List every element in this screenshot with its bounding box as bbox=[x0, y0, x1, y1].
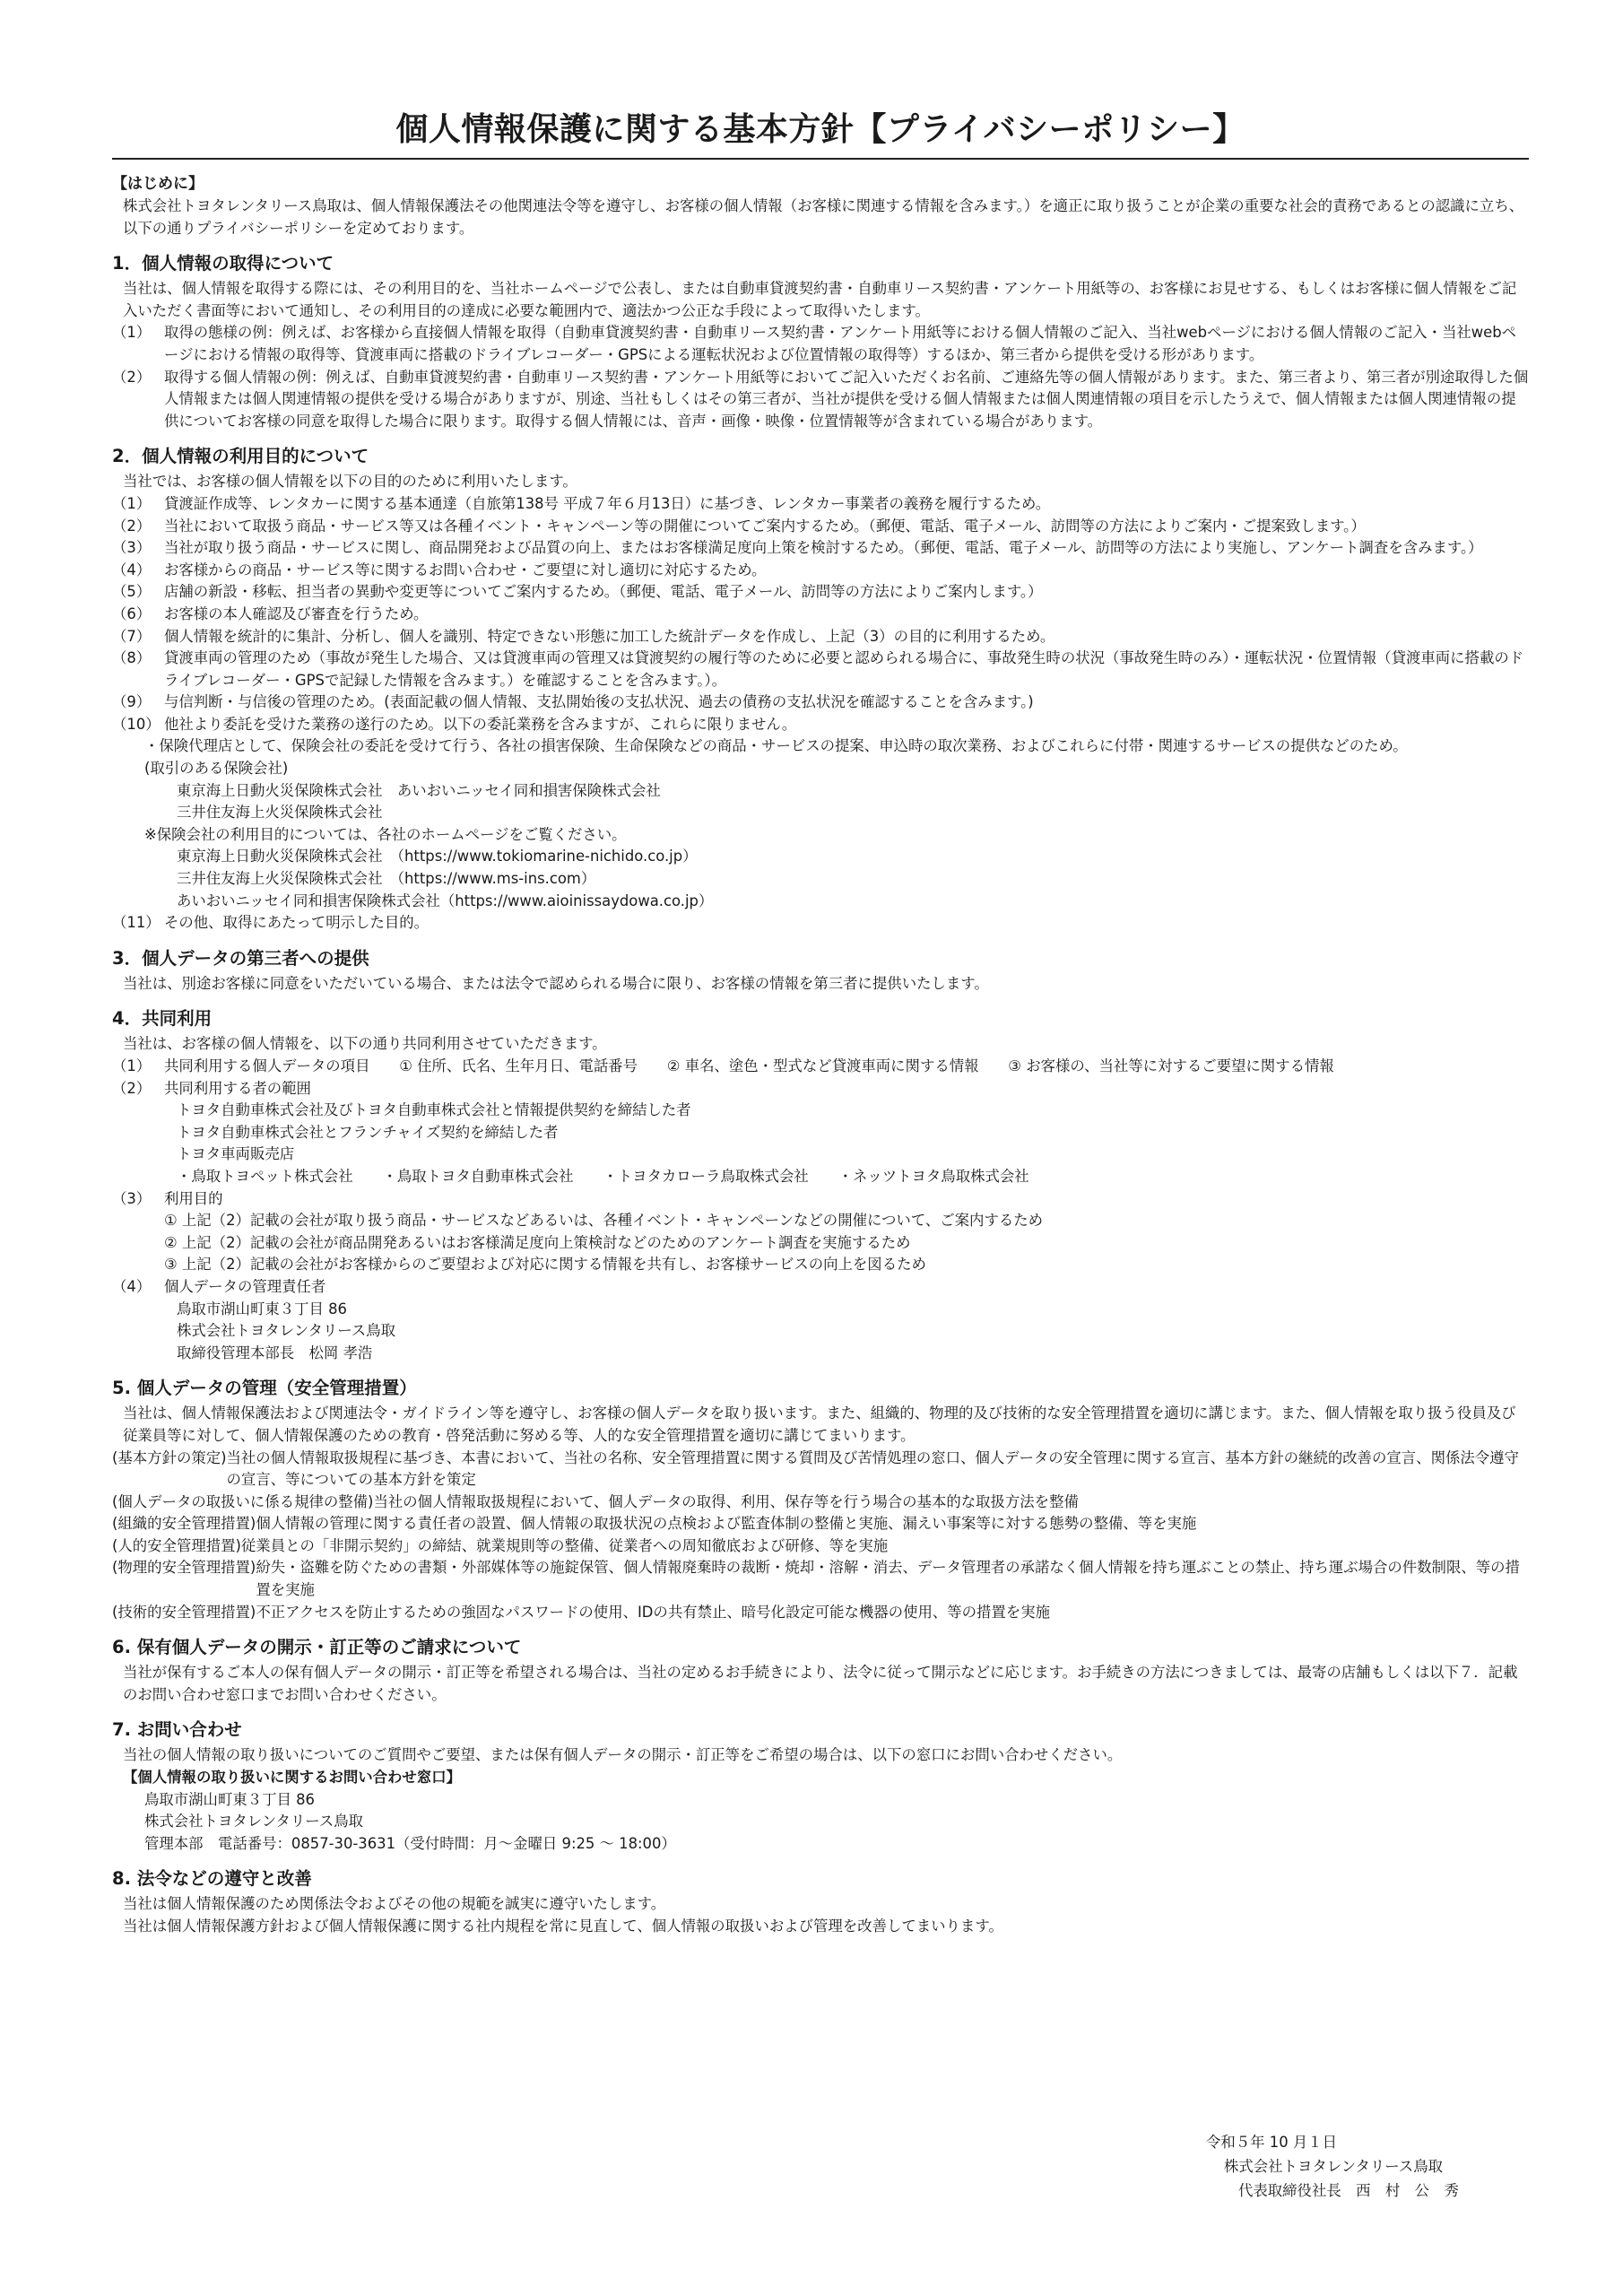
insurance-url: 東京海上日動火災保険株式会社 （https://www.tokiomarine-nichido.co.jp） bbox=[177, 848, 698, 865]
contact-line: 管理本部 電話番号：0857-30-3631（受付時間：月～金曜日 9:25 ～ 18:00） bbox=[144, 1834, 676, 1852]
section-2-body: 当社では、お客様の個人情報を以下の目的のために利用いたします。 bbox=[123, 473, 577, 491]
purpose-line: ① 上記（2）記載の会社が取り扱う商品・サービスなどあるいは、各種イベント・キャンペーンなどの開催について、ご案内するため bbox=[164, 1212, 1044, 1230]
item-label: (物理的安全管理措置) bbox=[112, 1559, 256, 1577]
list-item bbox=[112, 560, 1529, 582]
contact-line: 鳥取市湖山町東３丁目 86 bbox=[144, 1790, 315, 1808]
joint-user-line: ・鳥取トヨペット株式会社 ・鳥取トヨタ自動車株式会社 ・トヨタカローラ鳥取株式会社 ・ネッツトヨタ鳥取株式会社 bbox=[177, 1167, 1029, 1185]
insurance-url: あいおいニッセイ同和損害保険株式会社（https://www.aioinissaydowa.co.jp） bbox=[177, 891, 714, 909]
section-6-heading: 6. 保有個人データの開示・訂正等のご請求について bbox=[112, 1637, 522, 1658]
list-item bbox=[112, 1276, 1529, 1299]
list-item bbox=[112, 1602, 1529, 1624]
section-8-line: 当社は個人情報保護のため関係法令およびその他の規範を誠実に遵守いたします。 bbox=[123, 1895, 666, 1913]
item-label: (個人データの取扱いに係る規律の整備) bbox=[112, 1492, 374, 1510]
item-label: （3） bbox=[112, 539, 152, 557]
section-4-heading: 4．共同利用 bbox=[112, 1008, 213, 1030]
item-label: （7） bbox=[112, 627, 152, 645]
item-label: （4） bbox=[112, 561, 152, 578]
signature-block bbox=[1206, 2130, 1529, 2203]
section-3-body: 当社は、別途お客様に同意をいただいている場合、または法令で認められる場合に限り、お客様の情報を第三者に提供いたします。 bbox=[123, 974, 989, 992]
list-item bbox=[112, 493, 1529, 516]
item-label: (基本方針の策定) bbox=[112, 1448, 227, 1466]
item-text: その他、取得にあたって明示した目的。 bbox=[164, 914, 430, 932]
list-item bbox=[112, 604, 1529, 626]
insurance-block bbox=[112, 735, 1529, 912]
item-label: （3） bbox=[112, 1189, 152, 1207]
item-label: (人的安全管理措置) bbox=[112, 1536, 241, 1554]
contact-line: 株式会社トヨタレンタリース鳥取 bbox=[144, 1813, 363, 1831]
insurance-company: 東京海上日動火災保険株式会社 あいおいニッセイ同和損害保険株式会社 bbox=[177, 781, 661, 799]
item-label: （2） bbox=[112, 368, 152, 386]
item-label: （5） bbox=[112, 583, 152, 601]
item-text: お客様の本人確認及び審査を行うため。 bbox=[164, 604, 429, 622]
section-6-body: 当社が保有するご本人の保有個人データの開示・訂正等を希望される場合は、当社の定めるお手続きにより、法令に従って開示などに応じます。お手続きの方法につきましては、最寄の店舗もしくは以下７．記載のお問い合わせ窓口までお問い合わせください。 bbox=[123, 1664, 1518, 1703]
item-text: 貸渡車両の管理のため（事故が発生した場合、又は貸渡車両の管理又は貸渡契約の履行等のために必要と認められる場合に、事故発生時の状況（事故発生時のみ）・運転状況・位置情報（貸渡車両に搭載のドライブレコーダー・GPSで記録した情報を含みます。）を確認することを含みます。）。 bbox=[164, 649, 1524, 689]
signature-company: 株式会社トヨタレンタリース鳥取 bbox=[1224, 2158, 1443, 2175]
section-5-body: 当社は、個人情報保護法および関連法令・ガイドライン等を遵守し、お客様の個人データを取り扱います。また、組織的、物理的及び技術的な安全管理措置を適切に講じます。また、個人情報を取り扱う役員及び従業員等に対して、個人情報保護のための教育・啓発活動に努める等、人的な安全管理措置を適切に講じてまいります。 bbox=[123, 1405, 1516, 1444]
item-text: 不正アクセスを防止するための強固なパスワードの使用、IDの共有禁止、暗号化設定可能な機器の使用、等の措置を実施 bbox=[256, 1603, 1050, 1621]
section-8 bbox=[112, 1866, 1529, 1937]
item-text: 当社において取扱う商品・サービス等又は各種イベント・キャンペーン等の開催についてご案内するため。（郵便、電話、電子メール、訪問等の方法によりご案内・ご提案致します。） bbox=[164, 517, 1366, 535]
section-2 bbox=[112, 443, 1529, 934]
list-item bbox=[112, 714, 1529, 736]
section-8-heading: 8. 法令などの遵守と改善 bbox=[112, 1868, 312, 1890]
item-text: 従業員との「非開示契約」の締結、就業規則等の整備、従業者への周知徹底および研修、等を実施 bbox=[240, 1536, 889, 1554]
section-2-heading: 2．個人情報の利用目的について bbox=[112, 446, 369, 467]
signature-representative: 代表取締役社長 西 村 公 秀 bbox=[1238, 2182, 1459, 2199]
list-item bbox=[112, 1513, 1529, 1535]
section-4-body: 当社は、お客様の個人情報を、以下の通り共同利用させていただきます。 bbox=[123, 1035, 607, 1053]
section-7-body: 当社の個人情報の取り扱いについてのご質問やご要望、または保有個人データの開示・訂正等をご希望の場合は、以下の窓口にお問い合わせください。 bbox=[123, 1746, 1123, 1764]
item-text: 与信判断・与信後の管理のため。(表面記載の個人情報、支払開始後の支払状況、過去の債務の支払状況を確認することを含みます。) bbox=[164, 693, 1034, 711]
item-text: 取得の態様の例：例えば、お客様から直接個人情報を取得（自動車貸渡契約書・自動車リース契約書・アンケート用紙等における個人情報のご記入、当社webページにおける個人情報のご記入・当社webページにおける情報の取得等、貸渡車両に搭載のドライブレコーダー・GPSによる運転状況および位置情報の取得等）するほか、第三者から提供を受ける形があります。 bbox=[164, 324, 1517, 363]
list-item bbox=[112, 1056, 1529, 1078]
intro-body: 株式会社トヨタレンタリース鳥取は、個人情報保護法その他関連法令等を遵守し、お客様の個人情報（お客様に関連する情報を含みます。）を適正に取り扱うことが企業の重要な社会的責務であるとの認識に立ち、以下の通りプライバシーポリシーを定めております。 bbox=[123, 197, 1524, 237]
title-divider bbox=[112, 158, 1529, 160]
item-text: 店舗の新設・移転、担当者の異動や変更等についてご案内するため。（郵便、電話、電子メール、訪問等の方法によりご案内します。） bbox=[164, 583, 1043, 601]
manager-line: 株式会社トヨタレンタリース鳥取 bbox=[177, 1322, 395, 1340]
list-item bbox=[112, 1188, 1529, 1211]
item-label: （10） bbox=[112, 715, 161, 733]
list-item bbox=[112, 537, 1529, 560]
item-label: （8） bbox=[112, 649, 152, 667]
list-item bbox=[112, 1078, 1529, 1100]
section-1 bbox=[112, 250, 1529, 432]
item-label: （1） bbox=[112, 324, 152, 342]
item-label: (技術的安全管理措置) bbox=[112, 1603, 256, 1621]
joint-user-line: トヨタ自動車株式会社とフランチャイズ契約を締結した者 bbox=[177, 1123, 559, 1141]
section-8-line: 当社は個人情報保護方針および個人情報保護に関する社内規程を常に見直して、個人情報の取扱いおよび管理を改善してまいります。 bbox=[123, 1918, 1003, 1935]
list-item bbox=[112, 1448, 1529, 1492]
contact-window-heading: 【個人情報の取り扱いに関するお問い合わせ窓口】 bbox=[123, 1769, 461, 1787]
list-item bbox=[112, 648, 1529, 691]
item-text: 利用目的 bbox=[164, 1189, 223, 1207]
item-text: 貸渡証作成等、レンタカーに関する基本通達（自旅第138号 平成７年６月13日）に基づき、レンタカー事業者の義務を履行するため。 bbox=[164, 494, 1051, 512]
list-item bbox=[112, 581, 1529, 604]
section-1-heading: 1．個人情報の取得について bbox=[112, 253, 334, 274]
item-label: （11） bbox=[112, 914, 161, 932]
item-text: 個人情報の管理に関する責任者の設置、個人情報の取扱状況の点検および監査体制の整備と実施、漏えい事案等に対する態勢の整備、等を実施 bbox=[256, 1515, 1197, 1533]
section-5-heading: 5. 個人データの管理（安全管理措置） bbox=[112, 1378, 417, 1399]
list-item bbox=[112, 322, 1529, 366]
section-5 bbox=[112, 1375, 1529, 1623]
section-1-body: 当社は、個人情報を取得する際には、その利用目的を、当社ホームページで公表し、または自動車貸渡契約書・自動車リース契約書・アンケート用紙等の、お客様にお見せする、もしくはお客様に個人情報をご記入いただく書面等において通知し、その利用目的の達成に必要な範囲内で、適法かつ公正な手段によって取得いたします。 bbox=[123, 280, 1517, 319]
item-label: （4） bbox=[112, 1277, 152, 1295]
item-text: 紛失・盗難を防ぐための書類・外部媒体等の施錠保管、個人情報廃棄時の裁断・焼却・溶解・消去、データ管理者の承諾なく個人情報を持ち運ぶことの禁止、持ち運ぶ場合の件数制限、等の措置を実施 bbox=[256, 1559, 1520, 1599]
page-title: 個人情報保護に関する基本方針【プライバシーポリシー】 bbox=[395, 111, 1245, 148]
item-text: 当社の個人情報取扱規程において、個人データの取得、利用、保存等を行う場合の基本的な取扱方法を整備 bbox=[373, 1492, 1079, 1510]
item-text: 共同利用する個人データの項目 ① 住所、氏名、生年月日、電話番号 ② 車名、塗色・型式など貸渡車両に関する情報 ③ お客様の、当社等に対するご要望に関する情報 bbox=[164, 1057, 1334, 1074]
item-label: (組織的安全管理措置) bbox=[112, 1515, 256, 1533]
item-text: 当社の個人情報取扱規程に基づき、本書において、当社の名称、安全管理措置に関する質問及び苦情処理の窓口、個人データの安全管理に関する宣言、基本方針の継続的改善の宣言、関係法令遵守の宣言、等についての基本方針を策定 bbox=[226, 1448, 1519, 1489]
joint-user-line: トヨタ自動車株式会社及びトヨタ自動車株式会社と情報提供契約を締結した者 bbox=[177, 1101, 691, 1119]
list-item bbox=[112, 516, 1529, 538]
item-text: 個人情報を統計的に集計、分析し、個人を識別、特定できない形態に加工した統計データを作成し、上記（3）の目的に利用するため。 bbox=[164, 627, 1055, 645]
list-item bbox=[112, 1557, 1529, 1601]
item-label: （2） bbox=[112, 1079, 152, 1097]
item-text: 個人データの管理責任者 bbox=[164, 1277, 326, 1295]
manager-line: 鳥取市湖山町東３丁目 86 bbox=[177, 1300, 347, 1318]
insurance-line: ・保険代理店として、保険会社の委託を受けて行う、各社の損害保険、生命保険などの商品・サービスの提案、申込時の取次業務、およびこれらに付帯・関連するサービスの提供などのため。 bbox=[144, 737, 1408, 755]
purpose-line: ② 上記（2）記載の会社が商品開発あるいはお客様満足度向上策検討などのためのアンケート調査を実施するため bbox=[164, 1233, 911, 1251]
list-item bbox=[112, 912, 1529, 935]
item-label: （1） bbox=[112, 1057, 152, 1074]
item-label: （9） bbox=[112, 693, 152, 711]
policy-document bbox=[112, 108, 1529, 1938]
item-text: 共同利用する者の範囲 bbox=[164, 1079, 311, 1097]
item-text: お客様からの商品・サービス等に関するお問い合わせ・ご要望に対し適切に対応するため。 bbox=[164, 561, 767, 578]
list-item bbox=[112, 691, 1529, 714]
insurance-line: (取引のある保険会社) bbox=[144, 760, 289, 778]
section-3 bbox=[112, 945, 1529, 996]
section-6 bbox=[112, 1634, 1529, 1706]
section-7-heading: 7. お問い合わせ bbox=[112, 1719, 242, 1741]
signature-date: 令和５年 10 月１日 bbox=[1206, 2134, 1338, 2151]
section-4 bbox=[112, 1005, 1529, 1364]
intro-section bbox=[112, 172, 1529, 239]
list-item bbox=[112, 367, 1529, 433]
item-label: （6） bbox=[112, 604, 152, 622]
item-text: 他社より委託を受けた業務の遂行のため。以下の委託業務を含みますが、これらに限りません。 bbox=[164, 715, 797, 733]
item-text: 当社が取り扱う商品・サービスに関し、商品開発および品質の向上、またはお客様満足度向上策を検討するため。（郵便、電話、電子メール、訪問等の方法により実施し、アンケート調査を含みます。） bbox=[164, 539, 1483, 557]
item-text: 取得する個人情報の例：例えば、自動車貸渡契約書・自動車リース契約書・アンケート用紙等においてご記入いただくお名前、ご連絡先等の個人情報があります。また、第三者より、第三者が別途取得した個人情報または個人関連情報の提供を受ける場合がありますが、別途、当社もしくはその第三者が、当社が提供を受ける個人情報または個人関連情報の項目を示したうえで、個人情報または個人関連情報の提供についてお客様の同意を取得した場合に限ります。取得する個人情報には、音声・画像・映像・位置情報等が含まれている場合があります。 bbox=[164, 368, 1529, 430]
insurance-note: ※保険会社の利用目的については、各社のホームページをご覧ください。 bbox=[144, 825, 627, 843]
list-item bbox=[112, 1535, 1529, 1558]
item-label: （1） bbox=[112, 494, 152, 512]
intro-heading: 【はじめに】 bbox=[112, 175, 204, 193]
item-label: （2） bbox=[112, 517, 152, 535]
insurance-url: 三井住友海上火災保険株式会社 （https://www.ms-ins.com） bbox=[177, 870, 596, 888]
section-3-heading: 3．個人データの第三者への提供 bbox=[112, 947, 369, 969]
purpose-line: ③ 上記（2）記載の会社がお客様からのご要望および対応に関する情報を共有し、お客様サービスの向上を図るため bbox=[164, 1256, 926, 1274]
manager-line: 取締役管理本部長 松岡 孝浩 bbox=[177, 1344, 373, 1361]
section-7 bbox=[112, 1717, 1529, 1855]
list-item bbox=[112, 1492, 1529, 1514]
joint-user-line: トヨタ車両販売店 bbox=[177, 1145, 295, 1163]
list-item bbox=[112, 626, 1529, 648]
insurance-company: 三井住友海上火災保険株式会社 bbox=[177, 804, 383, 822]
